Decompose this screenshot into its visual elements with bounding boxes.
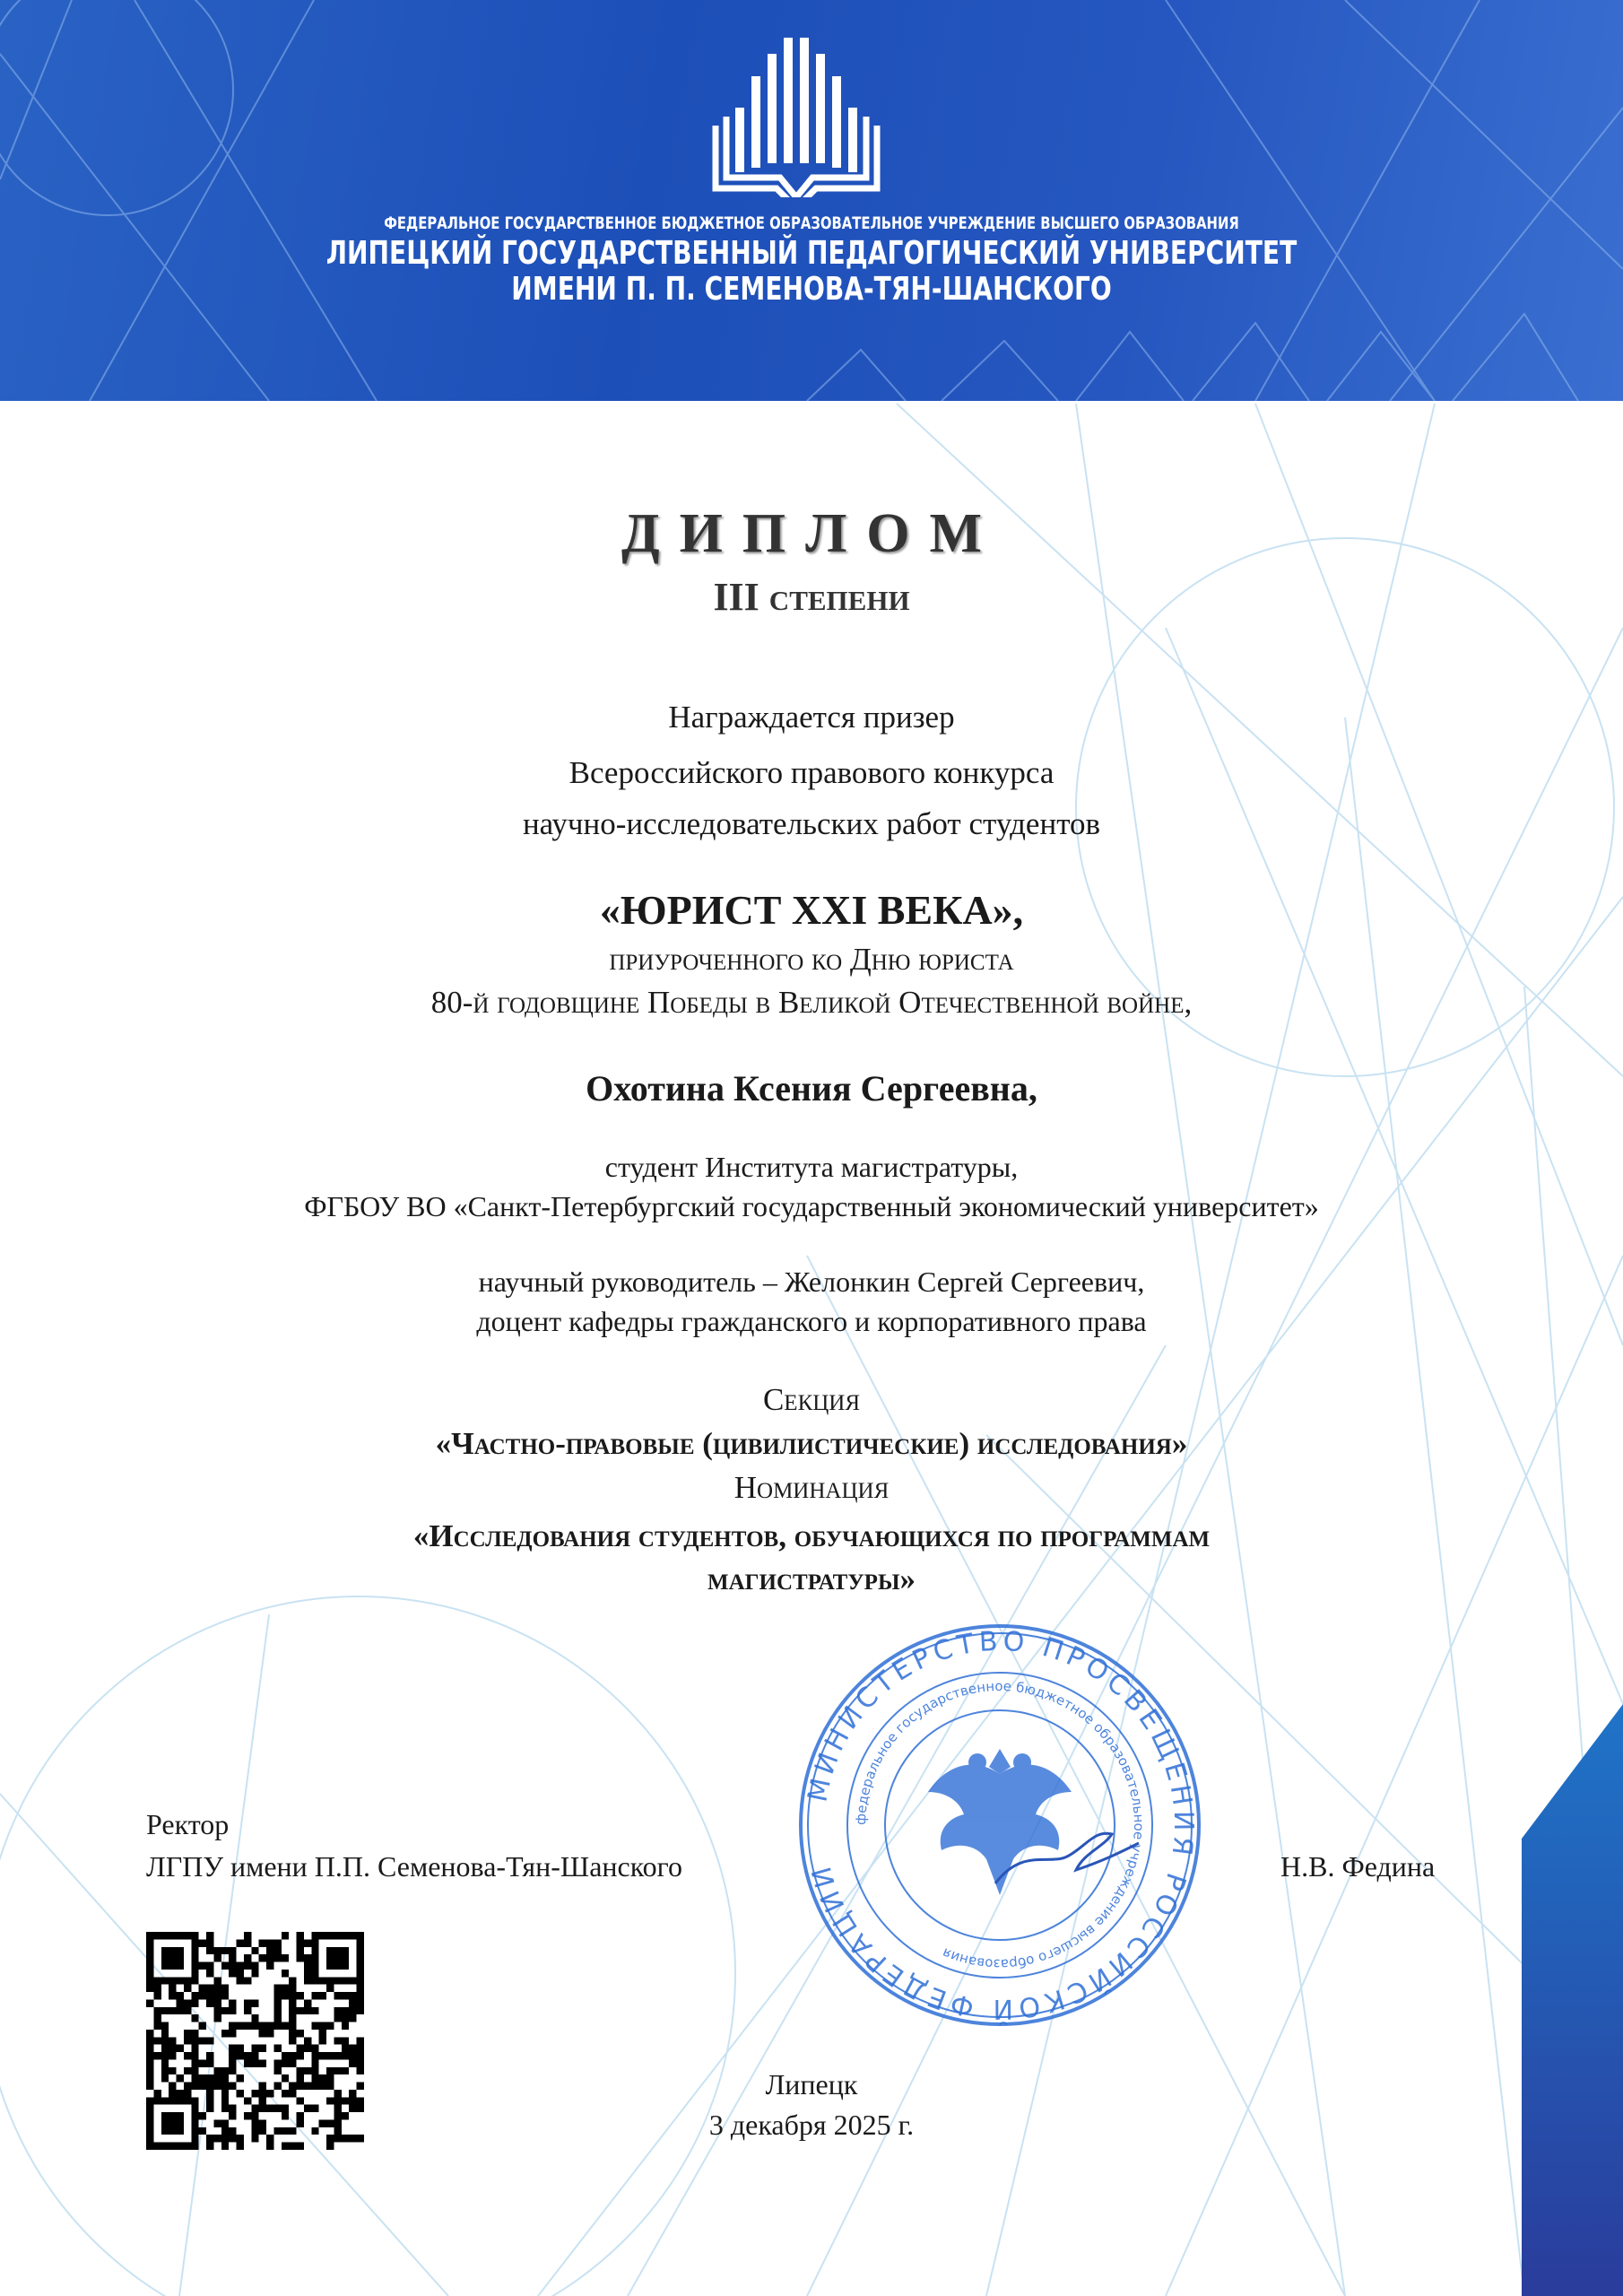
nomination-name: «Исследования студентов, обучающихся по программам	[412, 1518, 1211, 1553]
nomination-label: Номинация	[733, 1470, 890, 1505]
header-banner	[0, 0, 1623, 401]
university-name: ЛИПЕЦКИЙ ГОСУДАРСТВЕННЫЙ ПЕДАГОГИЧЕСКИЙ УНИВЕРСИТЕТ	[325, 235, 1298, 272]
coat-of-arms-icon	[928, 1749, 1072, 1895]
nomination-name: магистратуры»	[707, 1561, 916, 1596]
recipient-name: Охотина Ксения Сергеевна,	[586, 1068, 1037, 1109]
contest-name: «ЮРИСТ XXI ВЕКА»,	[599, 887, 1024, 933]
city: Липецк	[765, 2068, 858, 2100]
stamp-outer-text: МИНИСТЕРСТВО ПРОСВЕЩЕНИЯ РОССИЙСКОЙ ФЕДЕРАЦИИ	[802, 1625, 1200, 2025]
affiliation-line: студент Института магистратуры,	[604, 1151, 1019, 1183]
section-label: Секция	[762, 1382, 861, 1417]
supervisor-line: доцент кафедры гражданского и корпоративного права	[476, 1305, 1147, 1337]
issue-date: 3 декабря 2025 г.	[708, 2109, 915, 2141]
awarded-line: Награждается призер	[668, 700, 955, 735]
diploma-degree: III степени	[713, 575, 910, 619]
official-stamp	[789, 1614, 1211, 2036]
affiliation-line: ФГБОУ ВО «Санкт-Петербургский государственный экономический университет»	[304, 1190, 1319, 1222]
dedication-line: 80-й годовщине Победы в Великой Отечественной войне,	[430, 985, 1193, 1020]
diploma-title: ДИПЛОМ	[621, 503, 1002, 564]
signatory-organization: ЛГПУ имени П.П. Семенова-Тян-Шанского	[146, 1850, 682, 1883]
signatory-name: Н.В. Федина	[1280, 1850, 1436, 1883]
university-name-suffix: ИМЕНИ П. П. СЕМЕНОВА-ТЯН-ШАНСКОГО	[511, 271, 1112, 308]
university-logo	[690, 18, 924, 197]
signatory-position: Ректор	[146, 1808, 230, 1840]
stamp-inner-text: федеральное государственное бюджетное образовательное учреждение высшего образования	[852, 1677, 1148, 1973]
section-name: «Частно-правовые (цивилистические) исследования»	[435, 1426, 1188, 1461]
awarded-line: научно-исследовательских работ студентов	[522, 806, 1101, 841]
dedication-line: приуроченного ко Дню юриста	[609, 942, 1014, 977]
awarded-line: Всероссийского правового конкурса	[568, 755, 1055, 790]
institution-type: ФЕДЕРАЛЬНОЕ ГОСУДАРСТВЕННОЕ БЮДЖЕТНОЕ ОБРАЗОВАТЕЛЬНОЕ УЧРЕЖДЕНИЕ ВЫСШЕГО ОБРАЗОВАНИЯ	[384, 213, 1239, 233]
supervisor-line: научный руководитель – Желонкин Сергей Сергеевич,	[478, 1265, 1145, 1298]
